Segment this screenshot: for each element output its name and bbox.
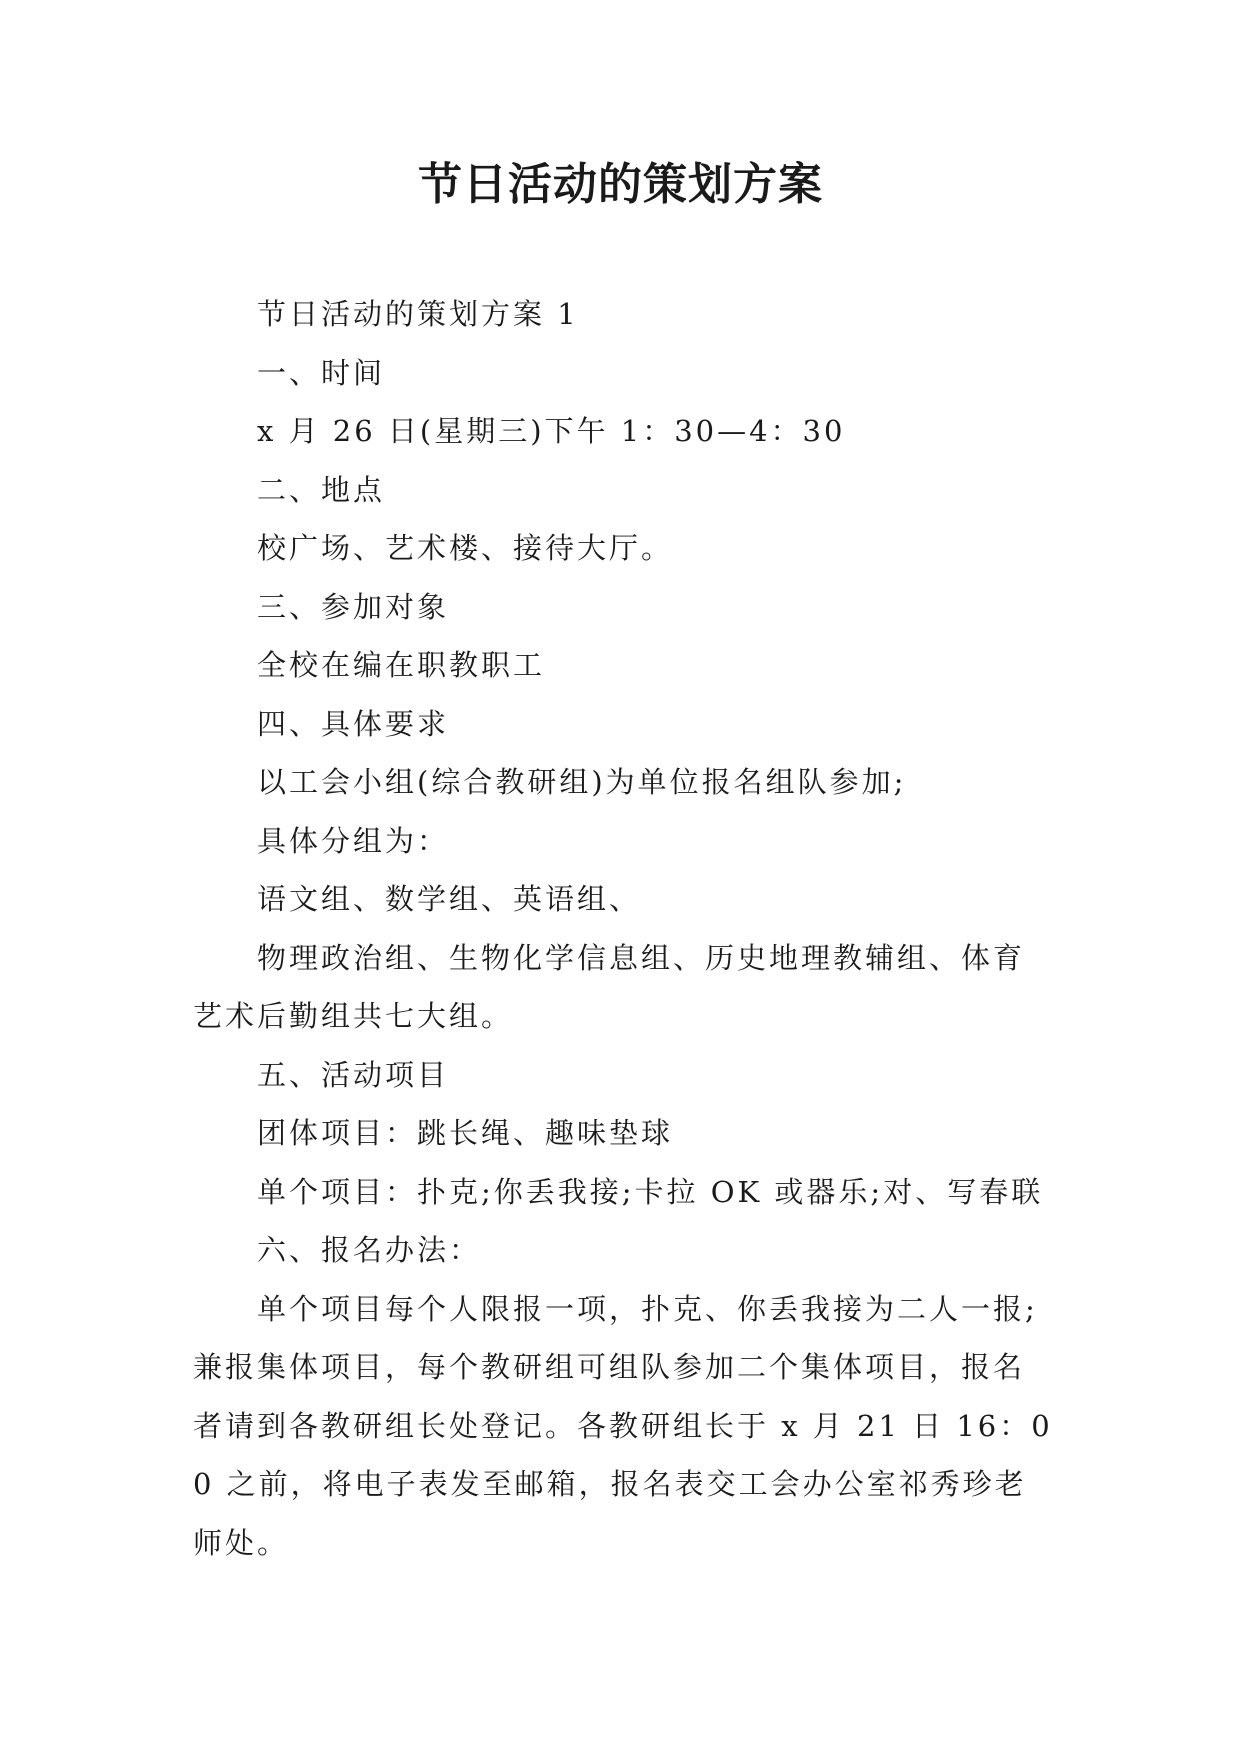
paragraph: 单个项目每个人限报一项，扑克、你丢我接为二人一报;兼报集体项目，每个教研组可组队参加二个集体项目，报名者请到各教研组长处登记。各教研组长于 x 月 21 日 16：00 之前，将电子表发至邮箱，报名表交工会办公室祁秀珍老师处。: [193, 1291, 1053, 1560]
section-heading: 三、参加对象: [257, 589, 450, 624]
section-heading: 六、报名办法：: [257, 1233, 482, 1267]
paragraph: 物理政治组、生物化学信息组、历史地理教辅组、体育艺术后勤组共七大组。: [193, 940, 1026, 1033]
paragraph: 语文组、数学组、英语组、: [257, 882, 642, 916]
paragraph: 单个项目：扑克;你丢我接;卡拉 OK 或器乐;对、写春联: [257, 1174, 1044, 1209]
document-title: 节日活动的策划方案: [418, 159, 823, 210]
paragraph: 全校在编在职教职工: [257, 648, 546, 682]
paragraph: 具体分组为：: [257, 823, 450, 858]
section-heading: 四、具体要求: [257, 706, 450, 741]
section-heading: 节日活动的策划方案 1: [257, 297, 579, 331]
section-heading: 二、地点: [257, 472, 386, 507]
paragraph: x 月 26 日(星期三)下午 1：30—4：30: [257, 414, 846, 448]
section-heading: 五、活动项目: [257, 1057, 450, 1092]
document-body: [193, 285, 1053, 1572]
paragraph: 团体项目：跳长绳、趣味垫球: [257, 1116, 674, 1150]
paragraph: 以工会小组(综合教研组)为单位报名组队参加;: [257, 765, 907, 799]
section-heading: 一、时间: [257, 355, 386, 390]
paragraph: 校广场、艺术楼、接待大厅。: [257, 531, 674, 565]
